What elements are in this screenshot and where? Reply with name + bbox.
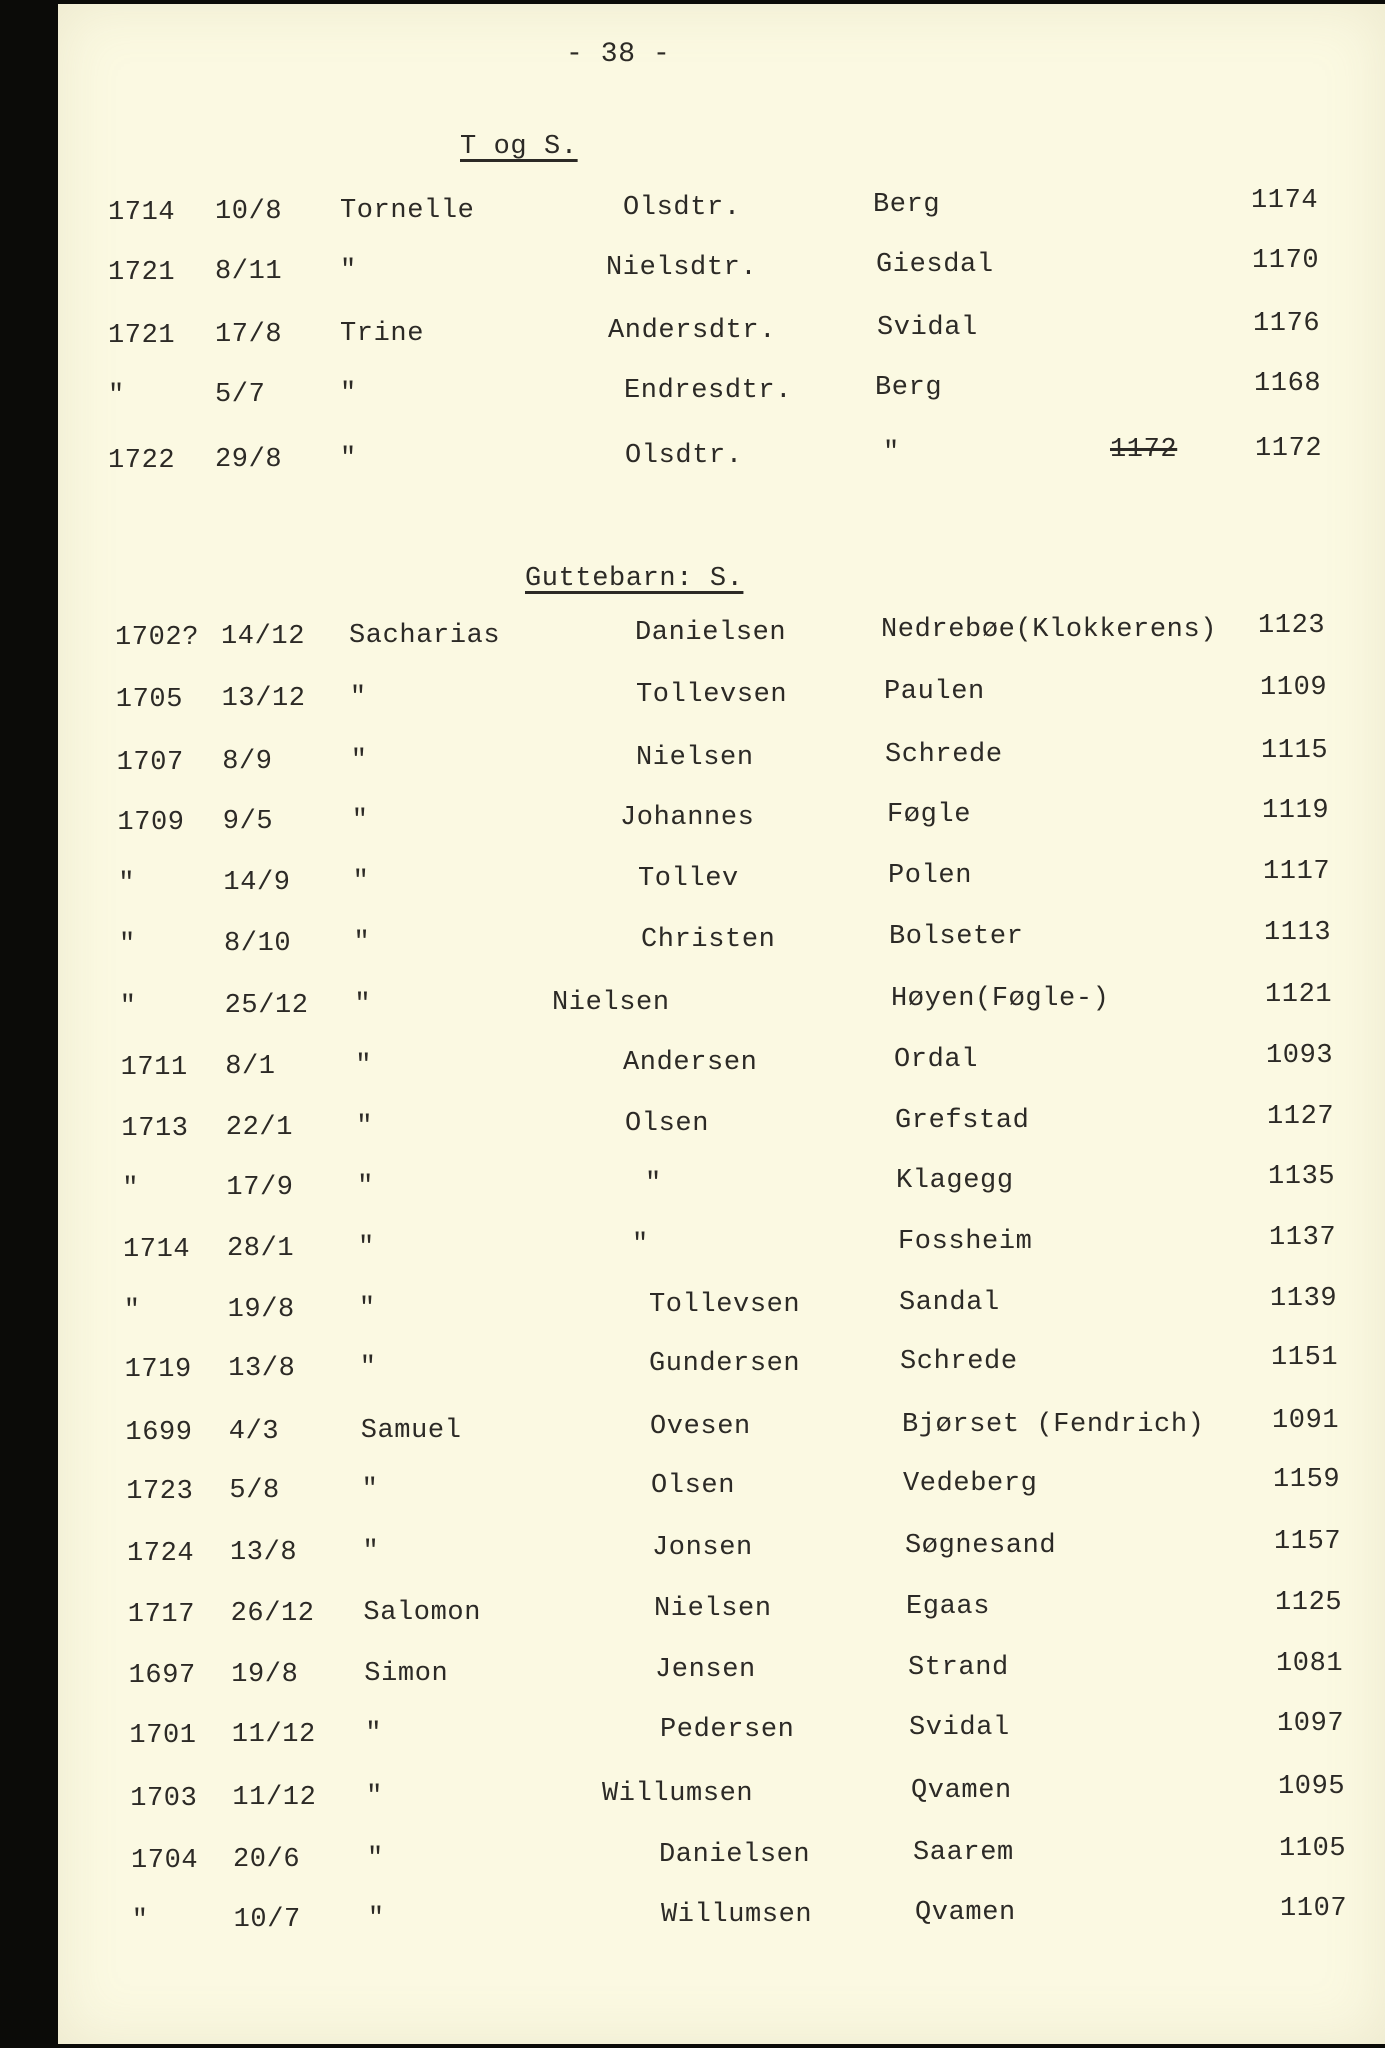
date-cell: 9/5 bbox=[222, 807, 274, 838]
date-cell: 8/9 bbox=[222, 747, 273, 778]
year-cell: 1714 bbox=[123, 1235, 191, 1266]
year-cell: " bbox=[123, 1296, 141, 1327]
place-cell: Føgle bbox=[887, 799, 972, 830]
date-cell: 26/12 bbox=[230, 1599, 315, 1630]
record-number-cell: 1095 bbox=[1278, 1771, 1346, 1802]
patronymic-cell: Willumsen bbox=[602, 1779, 754, 1810]
year-cell: 1722 bbox=[108, 446, 176, 477]
given-name-cell: " bbox=[355, 1050, 373, 1081]
year-cell: 1697 bbox=[128, 1661, 196, 1692]
given-name-cell: Salomon bbox=[363, 1597, 482, 1628]
record-number-cell: 1097 bbox=[1277, 1708, 1345, 1739]
year-cell: 1721 bbox=[108, 321, 176, 352]
record-number-cell: 1137 bbox=[1269, 1222, 1337, 1253]
year-cell: 1702? bbox=[115, 623, 200, 654]
record-number-cell: 1109 bbox=[1260, 672, 1328, 703]
patronymic-cell: Tollevsen bbox=[649, 1290, 801, 1321]
given-name-cell: " bbox=[340, 443, 357, 474]
year-cell: 1699 bbox=[125, 1418, 193, 1449]
record-number-cell: 1151 bbox=[1271, 1342, 1339, 1373]
record-number-cell: 1172 bbox=[1255, 433, 1323, 464]
given-name-cell: " bbox=[366, 1781, 383, 1812]
struck-out-number: 1172 bbox=[1110, 435, 1178, 466]
patronymic-cell: Willumsen bbox=[661, 1900, 813, 1931]
year-cell: 1703 bbox=[130, 1784, 198, 1815]
patronymic-cell: Jensen bbox=[655, 1655, 756, 1686]
place-cell: Svidal bbox=[909, 1712, 1010, 1743]
section-heading-t-og-s: T og S. bbox=[460, 132, 578, 162]
year-cell: 1701 bbox=[129, 1721, 197, 1752]
patronymic-cell: Jonsen bbox=[652, 1533, 753, 1564]
date-cell: 22/1 bbox=[225, 1113, 294, 1144]
record-number-cell: 1115 bbox=[1261, 735, 1329, 766]
place-cell: Nedrebøe(Klokkerens) bbox=[881, 614, 1218, 645]
place-cell: Klagegg bbox=[896, 1165, 1014, 1196]
patronymic-cell: Olsen bbox=[625, 1108, 710, 1139]
place-cell: Polen bbox=[888, 860, 973, 891]
year-cell: 1707 bbox=[116, 748, 184, 779]
place-cell: Ordal bbox=[894, 1044, 979, 1075]
place-cell: Egaas bbox=[906, 1591, 991, 1622]
place-cell: Sandal bbox=[899, 1287, 1000, 1318]
patronymic-cell: Christen bbox=[641, 924, 776, 955]
patronymic-cell: Olsen bbox=[651, 1471, 736, 1502]
place-cell: Bolseter bbox=[889, 921, 1024, 952]
date-cell: 25/12 bbox=[224, 991, 309, 1022]
date-cell: 11/12 bbox=[232, 1783, 317, 1814]
patronymic-cell: Tollevsen bbox=[636, 679, 788, 710]
date-cell: 5/8 bbox=[229, 1476, 280, 1507]
date-cell: 13/8 bbox=[228, 1354, 296, 1385]
date-cell: 17/8 bbox=[215, 320, 283, 351]
record-number-cell: 1176 bbox=[1253, 308, 1321, 339]
section-heading-guttebarn: Guttebarn: S. bbox=[525, 564, 744, 594]
given-name-cell: " bbox=[362, 1536, 380, 1567]
page-number: - 38 - bbox=[566, 39, 671, 70]
given-name-cell: " bbox=[351, 805, 369, 836]
place-cell: Svidal bbox=[877, 312, 978, 343]
patronymic-cell: Ovesen bbox=[650, 1412, 751, 1443]
record-number-cell: 1168 bbox=[1254, 368, 1322, 399]
given-name-cell: " bbox=[352, 866, 370, 897]
patronymic-cell: Johannes bbox=[620, 802, 755, 833]
patronymic-cell: Nielsen bbox=[654, 1594, 772, 1625]
record-number-cell: 1093 bbox=[1266, 1040, 1334, 1071]
date-cell: 19/8 bbox=[227, 1295, 295, 1326]
patronymic-cell: Olsdtr. bbox=[623, 192, 741, 223]
place-cell: Giesdal bbox=[876, 250, 994, 280]
record-number-cell: 1135 bbox=[1268, 1161, 1336, 1192]
place-cell: Strand bbox=[908, 1652, 1009, 1683]
date-cell: 19/8 bbox=[231, 1660, 299, 1691]
date-cell: 10/7 bbox=[233, 1905, 301, 1936]
year-cell: " bbox=[108, 381, 125, 412]
patronymic-cell: " bbox=[645, 1168, 662, 1199]
place-cell: Grefstad bbox=[895, 1105, 1030, 1136]
record-number-cell: 1174 bbox=[1251, 185, 1319, 216]
date-cell: 14/12 bbox=[221, 622, 306, 653]
record-number-cell: 1170 bbox=[1252, 245, 1320, 276]
year-cell: 1713 bbox=[121, 1114, 189, 1145]
given-name-cell: " bbox=[361, 1474, 379, 1505]
given-name-cell: Simon bbox=[364, 1658, 449, 1689]
year-cell: 1717 bbox=[127, 1600, 196, 1631]
place-cell: Saarem bbox=[913, 1837, 1014, 1868]
date-cell: 14/9 bbox=[223, 868, 291, 899]
year-cell: 1704 bbox=[131, 1846, 199, 1877]
record-number-cell: 1157 bbox=[1274, 1526, 1342, 1557]
given-name-cell: " bbox=[350, 745, 368, 776]
date-cell: 17/9 bbox=[226, 1173, 294, 1204]
place-cell: Qvamen bbox=[911, 1775, 1012, 1806]
record-number-cell: 1119 bbox=[1262, 795, 1330, 826]
date-cell: 20/6 bbox=[233, 1845, 301, 1876]
year-cell: " bbox=[119, 992, 137, 1023]
given-name-cell: " bbox=[367, 1903, 385, 1934]
year-cell: 1709 bbox=[117, 808, 185, 839]
record-number-cell: 1091 bbox=[1272, 1405, 1340, 1436]
record-number-cell: 1125 bbox=[1275, 1587, 1343, 1618]
record-number-cell: 1105 bbox=[1279, 1833, 1347, 1864]
record-number-cell: 1121 bbox=[1265, 979, 1333, 1010]
year-cell: " bbox=[131, 1906, 149, 1937]
date-cell: 4/3 bbox=[228, 1417, 280, 1448]
year-cell: 1719 bbox=[124, 1355, 192, 1386]
given-name-cell: " bbox=[357, 1171, 374, 1202]
given-name-cell: " bbox=[353, 927, 371, 958]
patronymic-cell: Danielsen bbox=[635, 617, 787, 648]
year-cell: " bbox=[118, 869, 135, 900]
patronymic-cell: Andersdtr. bbox=[608, 315, 777, 346]
given-name-cell: " bbox=[367, 1843, 384, 1874]
date-cell: 29/8 bbox=[215, 445, 283, 476]
date-cell: 8/11 bbox=[215, 257, 283, 288]
place-cell: Bjørset (Fendrich) bbox=[902, 1409, 1205, 1440]
given-name-cell: " bbox=[365, 1718, 382, 1749]
given-name-cell: " bbox=[359, 1352, 377, 1383]
place-cell: " bbox=[883, 437, 900, 468]
patronymic-cell: Olsdtr. bbox=[625, 440, 743, 471]
patronymic-cell: Nielsen bbox=[552, 987, 670, 1018]
given-name-cell: Samuel bbox=[360, 1415, 462, 1446]
given-name-cell: " bbox=[358, 1293, 376, 1324]
given-name-cell: Sacharias bbox=[349, 620, 501, 651]
year-cell: 1724 bbox=[127, 1539, 195, 1570]
given-name-cell: " bbox=[340, 255, 357, 286]
date-cell: 10/8 bbox=[215, 197, 283, 228]
given-name-cell: " bbox=[356, 1111, 373, 1142]
record-number-cell: 1127 bbox=[1267, 1101, 1335, 1132]
date-cell: 13/8 bbox=[230, 1538, 298, 1569]
given-name-cell: " bbox=[354, 989, 372, 1020]
place-cell: Søgnesand bbox=[905, 1530, 1057, 1561]
date-cell: 13/12 bbox=[221, 684, 306, 715]
patronymic-cell: Danielsen bbox=[659, 1840, 811, 1871]
place-cell: Qvamen bbox=[915, 1897, 1016, 1928]
given-name-cell: " bbox=[340, 378, 357, 409]
patronymic-cell: Tollev bbox=[638, 863, 739, 894]
document-page bbox=[58, 4, 1385, 2044]
record-number-cell: 1123 bbox=[1258, 610, 1326, 641]
patronymic-cell: Pedersen bbox=[660, 1715, 795, 1746]
date-cell: 8/1 bbox=[225, 1052, 276, 1083]
given-name-cell: " bbox=[349, 682, 367, 713]
record-number-cell: 1107 bbox=[1280, 1893, 1348, 1924]
date-cell: 28/1 bbox=[227, 1234, 295, 1265]
given-name-cell: Trine bbox=[340, 318, 425, 349]
place-cell: Fossheim bbox=[898, 1226, 1033, 1257]
record-number-cell: 1081 bbox=[1276, 1648, 1344, 1679]
place-cell: Vedeberg bbox=[903, 1468, 1038, 1499]
year-cell: 1711 bbox=[120, 1053, 188, 1084]
year-cell: " bbox=[122, 1174, 139, 1205]
patronymic-cell: Andersen bbox=[623, 1047, 758, 1078]
place-cell: Schrede bbox=[900, 1346, 1018, 1377]
place-cell: Paulen bbox=[884, 676, 985, 707]
patronymic-cell: Nielsen bbox=[636, 742, 754, 773]
given-name-cell: Tornelle bbox=[340, 195, 475, 226]
place-cell: Berg bbox=[875, 373, 943, 403]
place-cell: Høyen(Føgle-) bbox=[891, 983, 1110, 1014]
patronymic-cell: Endresdtr. bbox=[624, 375, 793, 406]
record-number-cell: 1117 bbox=[1263, 856, 1331, 887]
record-number-cell: 1159 bbox=[1273, 1464, 1341, 1495]
patronymic-cell: Gundersen bbox=[649, 1349, 801, 1380]
place-cell: Berg bbox=[873, 190, 941, 221]
date-cell: 8/10 bbox=[224, 929, 292, 960]
year-cell: 1705 bbox=[115, 685, 184, 716]
year-cell: " bbox=[119, 930, 136, 961]
place-cell: Schrede bbox=[885, 739, 1003, 770]
year-cell: 1721 bbox=[108, 258, 176, 289]
patronymic-cell: Nielsdtr. bbox=[606, 252, 758, 283]
patronymic-cell: " bbox=[632, 1229, 649, 1260]
record-number-cell: 1139 bbox=[1270, 1283, 1338, 1314]
year-cell: 1714 bbox=[108, 198, 176, 229]
date-cell: 11/12 bbox=[231, 1720, 316, 1751]
record-number-cell: 1113 bbox=[1264, 917, 1332, 948]
date-cell: 5/7 bbox=[215, 380, 266, 411]
given-name-cell: " bbox=[358, 1232, 375, 1263]
year-cell: 1723 bbox=[126, 1477, 194, 1508]
